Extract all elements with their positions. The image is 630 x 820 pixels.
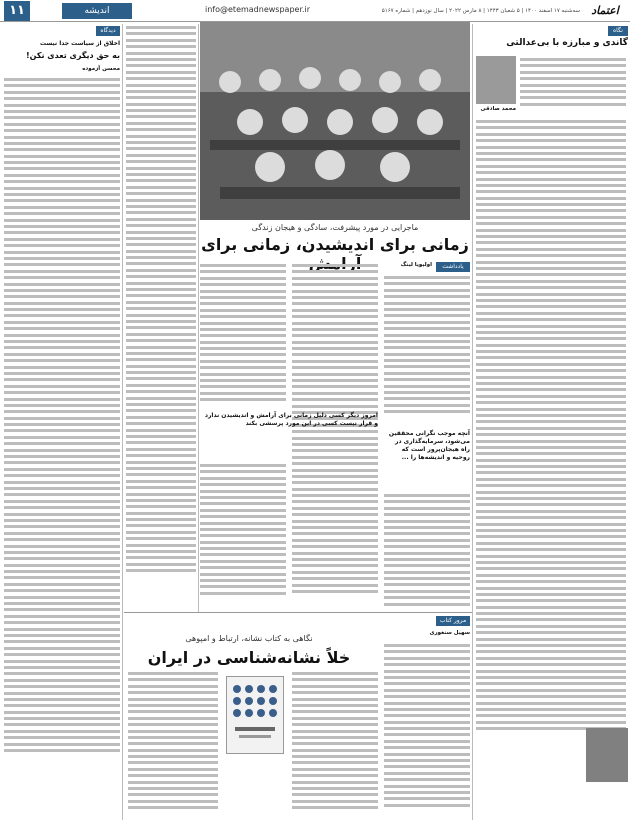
classroom-photo <box>200 22 470 220</box>
masthead-logo: اعتماد <box>591 4 619 17</box>
main-col-1b <box>384 494 470 609</box>
right-column-body <box>476 120 626 734</box>
main-col-3 <box>200 264 286 405</box>
bottom-col-1 <box>384 644 470 810</box>
right-column-text <box>520 58 626 109</box>
page-number: ۱۱ <box>4 1 30 21</box>
tab-byline: یادداشت <box>436 262 470 272</box>
classroom-photo-graphic <box>200 22 470 220</box>
center-left-col <box>126 26 196 576</box>
bottom-col-2 <box>292 672 378 813</box>
main-headline: زمانی برای اندیشیدن، زمانی برای <box>201 235 469 254</box>
tab-right: نگاه <box>608 26 628 36</box>
main-col-1 <box>384 276 470 417</box>
left-column-subtitle: به حق دیگری تعدی نکن! <box>25 51 120 60</box>
right-column-author: محمد صادقی <box>480 106 516 112</box>
main-col-3b <box>200 464 286 598</box>
section-divider <box>124 612 472 613</box>
section-title: اندیشه <box>62 3 132 19</box>
book-cover <box>226 676 284 754</box>
main-quote-2: امروز دیگر کسی دلیل زمانی برای آرامش و اندیشیدن ندارد و قرار نیست کسی در این مورد پرسشی بکند <box>204 412 378 427</box>
right-column-title: گاندی و مبارزه با بی‌عدالتی <box>506 38 628 48</box>
left-column-body <box>4 78 120 755</box>
main-quote-1: آنچه موجب نگرانی محققین می‌شود، سرمایه‌گذاری در راه هیجان‌پرور است که روحیه و اندیشه‌ها را ... <box>388 430 470 461</box>
bottom-col-3 <box>128 672 218 813</box>
main-kicker: ماجرایی در مورد پیشرفت، سادگی و هیجان زندگی <box>251 223 419 232</box>
author-photo <box>476 56 516 104</box>
bottom-byline: سهیل سنغوری <box>429 630 470 636</box>
tab-left: دیدگاه <box>96 26 120 36</box>
bottom-headline: خلاً نشانه‌شناسی در ایران <box>147 648 351 667</box>
column-divider <box>472 24 473 820</box>
column-divider <box>122 24 123 820</box>
dateline: سه‌شنبه ۱۷ اسفند ۱۴۰۰ | ۵ شعبان ۱۴۴۳ | ۸ مارس ۲۰۲۲ | سال نوزدهم | شماره ۵۱۶۷ <box>381 8 580 14</box>
main-byline: اولیویا لینگ <box>400 262 432 268</box>
bottom-kicker: نگاهی به کتاب نشانه، ارتباط و امپوهی <box>185 634 313 643</box>
tab-book-review: مرور کتاب <box>436 616 470 626</box>
book-cover-graphic <box>227 677 283 753</box>
gandhi-photo <box>586 728 628 782</box>
left-column-author: محسن آزموده <box>82 66 120 72</box>
email-link[interactable]: info@etemadnewspaper.ir <box>205 5 311 14</box>
column-divider <box>198 24 199 612</box>
left-column-title: اخلاق از سیاست جدا نیست <box>39 40 120 47</box>
